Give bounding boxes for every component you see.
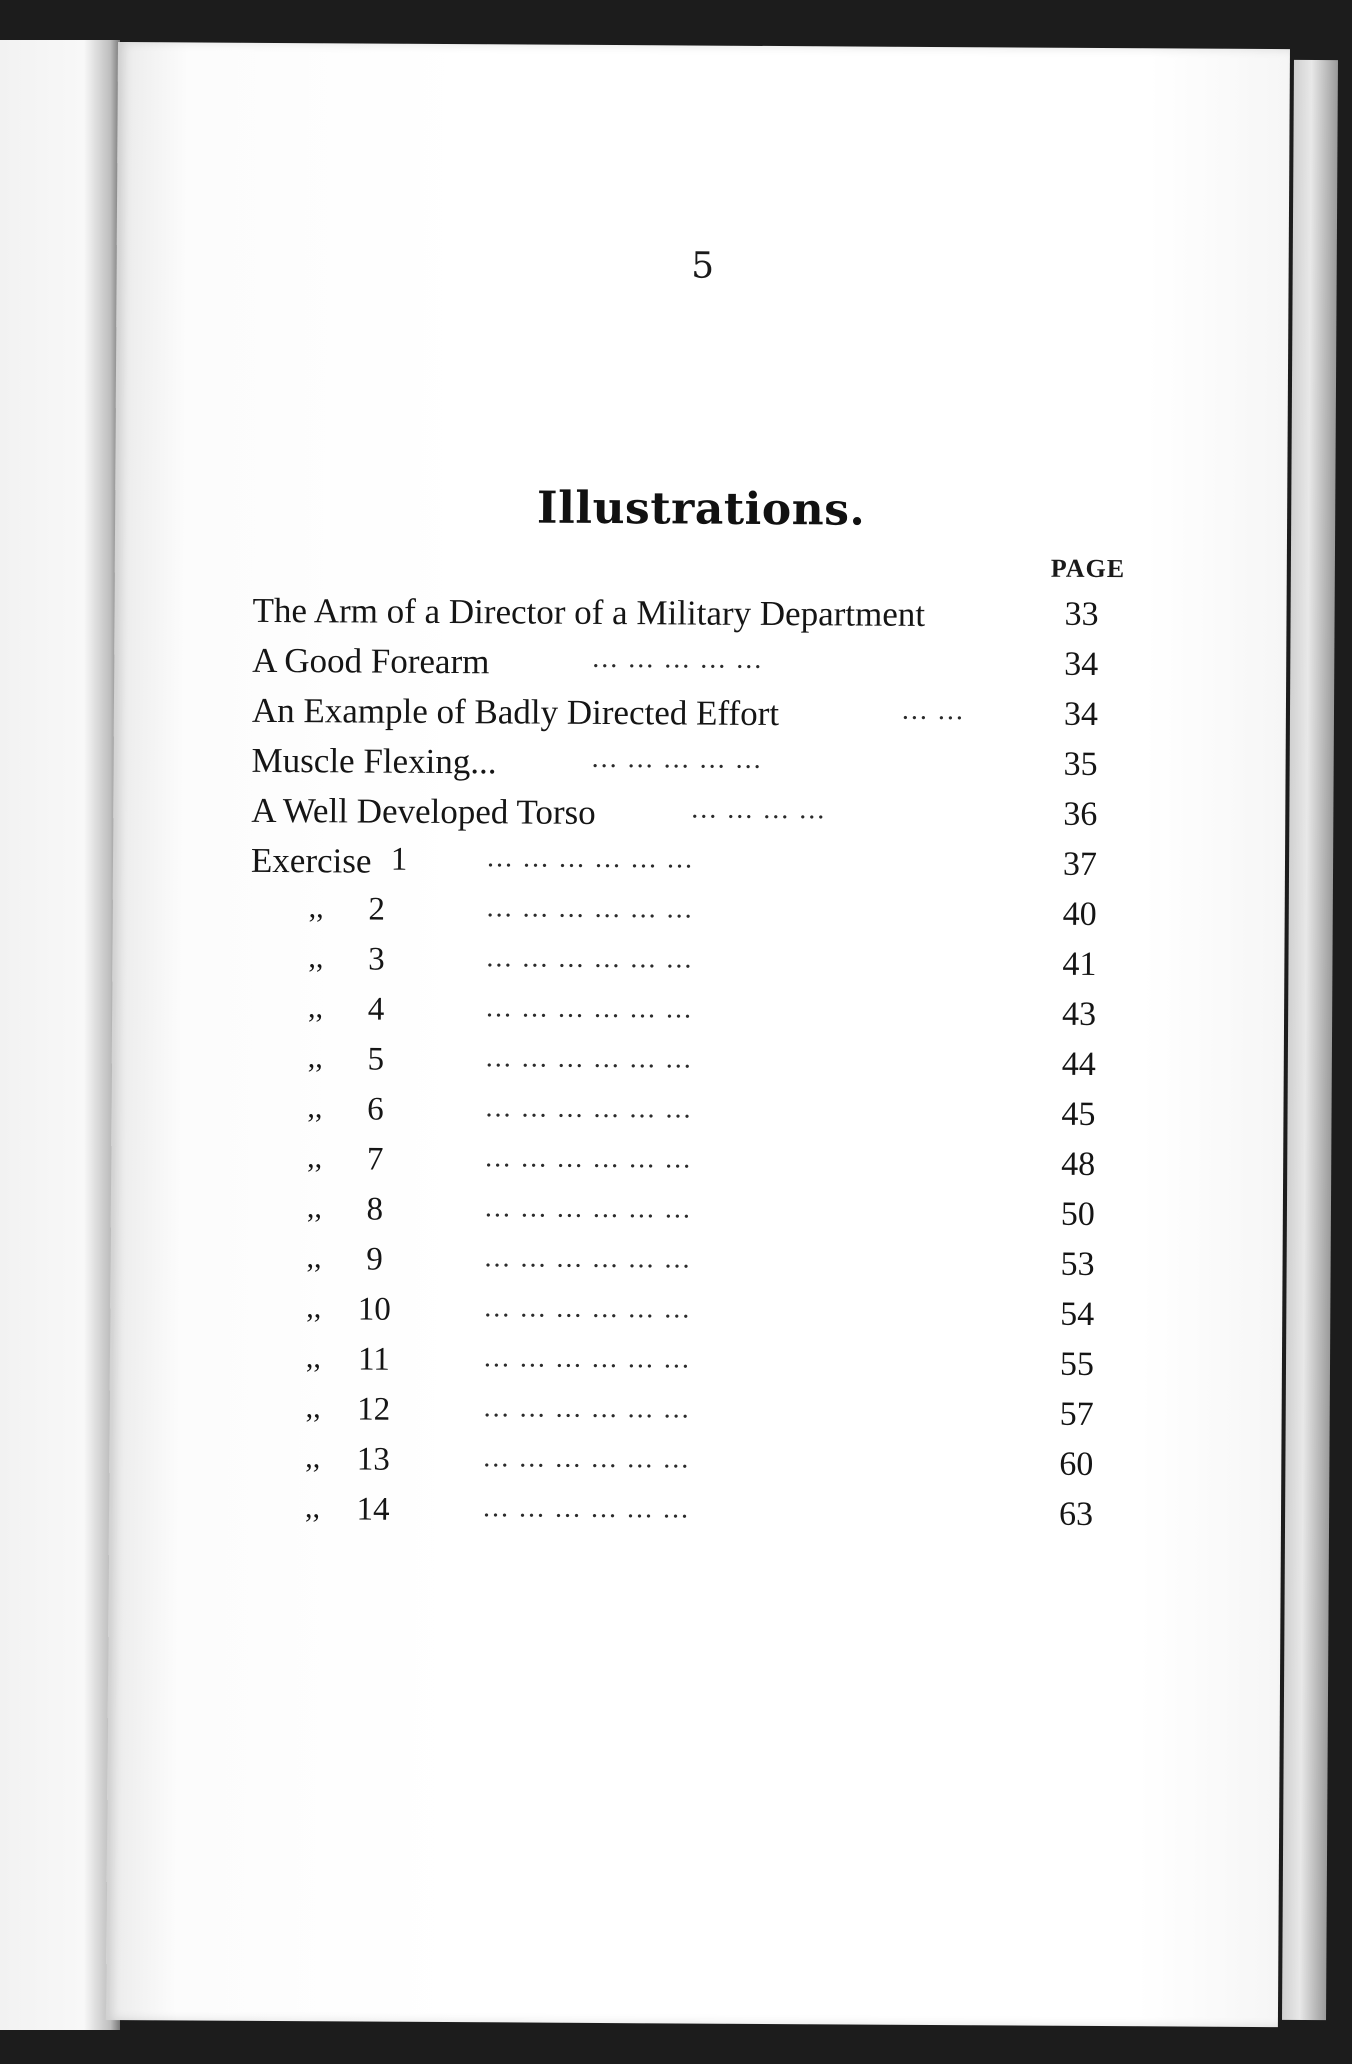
dot-leader: ... ... [901,694,966,727]
dot-leader: ... ... ... ... ... ... [484,1192,692,1225]
dot-leader: ... ... ... ... ... ... [485,1092,693,1125]
list-item [250,941,1110,996]
entry-title: An Example of Badly Directed Effort [251,690,780,734]
dot-leader: ... ... ... ... ... ... [483,1392,691,1425]
entry-page: 43 [1061,995,1097,1033]
entry-page: 48 [1061,1145,1096,1183]
dot-leader: ... ... ... ... ... ... [485,1142,693,1175]
dot-leader: ... ... ... ... ... ... [486,892,694,925]
dot-leader: ... ... ... ... ... ... [483,1342,692,1375]
right-page-edge [1282,60,1338,2020]
ditto-mark: ,, [307,1091,323,1125]
list-item [252,691,1112,746]
list-item [249,1191,1109,1246]
ditto-mark: ,, [306,1241,322,1275]
entry-page: 63 [1058,1495,1094,1533]
dot-leader: ... ... ... ... ... ... [483,1442,691,1475]
ditto-mark: ,, [305,1441,321,1475]
list-item [250,991,1110,1046]
ditto-mark: ,, [304,1491,321,1525]
list-item [249,1091,1109,1146]
exercise-number: 9 [366,1241,383,1278]
entry-page: 33 [1064,595,1099,633]
list-item [248,1341,1108,1396]
ditto-mark: ,, [305,1341,322,1375]
entry-page: 34 [1064,645,1099,683]
list-item [248,1241,1108,1296]
list-item [248,1291,1108,1346]
dot-leader: ... ... ... ... ... ... [486,942,694,975]
entry-page: 60 [1059,1445,1094,1483]
exercise-number: 8 [366,1191,384,1228]
exercise-number: 12 [357,1391,391,1428]
entry-page: 36 [1063,795,1098,833]
dot-leader: ... ... ... ... ... [592,642,764,675]
exercise-number: 14 [356,1491,390,1528]
list-item [247,1441,1107,1496]
entry-page: 50 [1060,1195,1095,1233]
exercise-number: 13 [356,1441,390,1478]
exercise-number: 6 [367,1091,384,1128]
ditto-mark: ,, [305,1391,321,1425]
exercise-number: 1 [390,841,408,878]
ditto-mark: ,, [308,941,324,975]
entry-page: 45 [1061,1095,1096,1133]
dot-leader: ... ... ... ... ... ... [482,1492,691,1525]
entry-page: 37 [1062,845,1098,883]
entry-page: 40 [1062,895,1097,933]
entry-page: 53 [1060,1245,1095,1283]
entry-page: 35 [1063,745,1098,783]
entry-title: The Arm of a Director of a Military Department [252,590,926,634]
list-item [252,641,1112,696]
entry-page: 44 [1061,1045,1096,1083]
dot-leader: ... ... ... ... ... [591,742,763,775]
list-item [250,1041,1110,1096]
dot-leader: ... ... ... ... [691,793,827,826]
list-item [251,841,1111,896]
ditto-mark: ,, [308,891,324,925]
dot-leader: ... ... ... ... ... ... [486,842,695,875]
exercise-number: 2 [368,891,386,928]
list-item [251,741,1111,796]
book-page [106,42,1290,2027]
dot-leader: ... ... ... ... ... ... [486,992,694,1025]
list-item [247,1391,1107,1446]
ditto-mark: ,, [307,1041,323,1075]
ditto-mark: ,, [307,1141,323,1175]
page-number: 5 [691,245,715,287]
dot-leader: ... ... ... ... ... ... [484,1242,692,1275]
exercise-number: 5 [367,1041,385,1078]
entry-title: A Well Developed Torso [251,790,596,832]
page-column-header: PAGE [1050,553,1126,584]
illustrations-list [247,591,1113,1546]
dot-leader: ... ... ... ... ... ... [485,1042,693,1075]
entry-page: 54 [1060,1295,1095,1333]
entry-page: 55 [1059,1345,1095,1383]
exercise-number: 11 [357,1341,390,1378]
dot-leader: ... ... ... ... ... ... [484,1292,692,1325]
page-title: Illustrations. [536,482,866,536]
exercise-number: 3 [368,941,385,978]
entry-page: 57 [1059,1395,1094,1433]
entry-title: Muscle Flexing... [251,740,497,782]
list-item [251,791,1111,846]
exercise-number: 4 [367,991,385,1028]
list-item [251,891,1111,946]
ditto-mark: ,, [306,1191,322,1225]
ditto-mark: ,, [308,991,324,1025]
exercise-number: 10 [357,1291,391,1328]
entry-page: 34 [1063,695,1099,733]
list-item [252,591,1112,646]
list-item [247,1491,1107,1546]
entry-title: Exercise [250,840,372,881]
exercise-number: 7 [366,1141,384,1178]
entry-title: A Good Forearm [252,640,490,682]
left-page-edge [0,40,120,2030]
entry-page: 41 [1062,945,1097,983]
ditto-mark: ,, [306,1291,322,1325]
list-item [249,1141,1109,1196]
